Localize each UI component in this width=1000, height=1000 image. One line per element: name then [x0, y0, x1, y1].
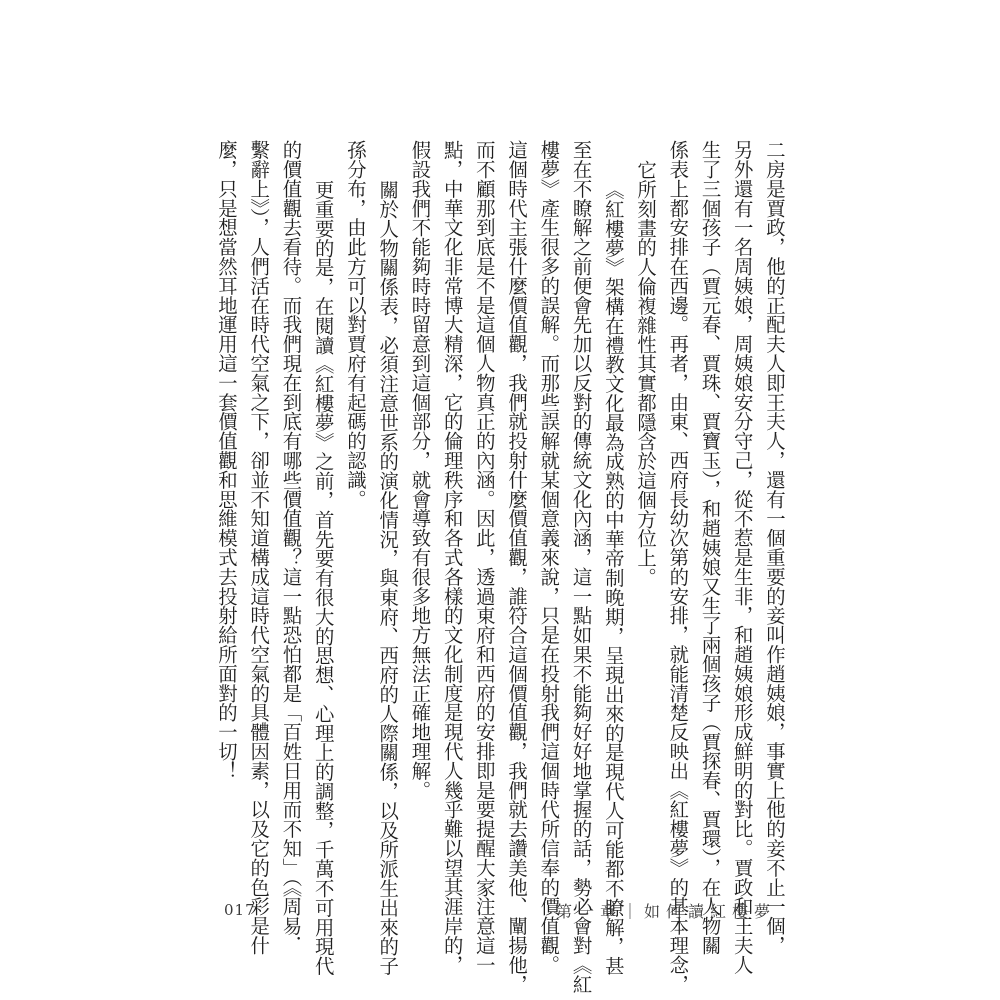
text-column: 二房是賈政，他的正配夫人即王夫人，還有一個重要的妾叫作趙姨娘，事實上他的妾不止一個，: [762, 140, 786, 955]
text-column: 麼，只是想當然耳地運用這一套價值觀和思維模式去投射給所面對的一切！: [215, 140, 238, 781]
text-column: 而不顧那到底是不是這個人物真正的內涵。因此，透過東府和西府的安排即是要提醒大家注意這一: [472, 140, 496, 975]
text-column: 它所刻畫的人倫複雜性其實都隱含於這個方位上。: [634, 160, 658, 587]
text-column: 另外還有一名周姨娘，周姨娘安分守己，從不惹是生非，和趙姨娘形成鮮明的對比。賈政和王夫人: [730, 140, 754, 975]
text-column: 至在不瞭解之前便會先加以反對的傳統文化內涵，這一點如果不能夠好好地掌握的話，勢必會對《紅: [569, 140, 593, 994]
paragraph-start-column: 更重要的是，在閱讀《紅樓夢》之前，首先要有很大的思想、心理上的調整，千萬不可用現代: [311, 180, 335, 976]
running-head: 第一章｜如何讀紅樓夢: [555, 902, 776, 921]
text-column: 生了三個孩子（賈元春、賈珠、賈寶玉），和趙姨娘又生了兩個孩子（賈探春、賈環），在人物關: [698, 140, 722, 955]
page-number: 017: [224, 901, 256, 919]
paragraph-start-column: 《紅樓夢》架構在禮教文化最為成熟的中華帝制晚期，呈現出來的是現代人可能都不瞭解，甚: [601, 180, 625, 976]
text-column: 的價值觀去看待。而我們現在到底有哪些價值觀？這一點恐怕都是「百姓日用而不知」（《周易．: [279, 140, 303, 955]
text-column: 係表上都安排在西邊。再者，由東、西府長幼次第的安排，就能清楚反映出《紅樓夢》的基本理念，: [666, 140, 690, 994]
text-column: 假設我們不能夠時時留意到這個部分，就會導致有很多地方無法正確地理解。: [408, 140, 432, 800]
text-column: 孫分布，由此方可以對賈府有起碼的認識。: [343, 140, 367, 509]
text-column: 這個時代主張什麼價值觀，我們就投射什麼價值觀，誰符合這個價值觀，我們就去讚美他、闡揚他，: [505, 140, 529, 994]
text-column: 點，中華文化非常博大精深，它的倫理秩序和各式各樣的文化制度是現代人幾乎難以望其涯岸的，: [440, 140, 464, 975]
text-column: 繫辭上》），人們活在時代空氣之下，卻並不知道構成這時代空氣的具體因素，以及它的色彩是什: [247, 140, 271, 955]
paragraph-start-column: 關於人物關係表，必須注意世系的演化情況，與東府、西府的人際關係，以及所派生出來的子: [376, 180, 400, 976]
text-column: 樓夢》產生很多的誤解。而那些誤解就某個意義來說，只是在投射我們這個時代所信奉的價值觀。: [537, 140, 561, 975]
